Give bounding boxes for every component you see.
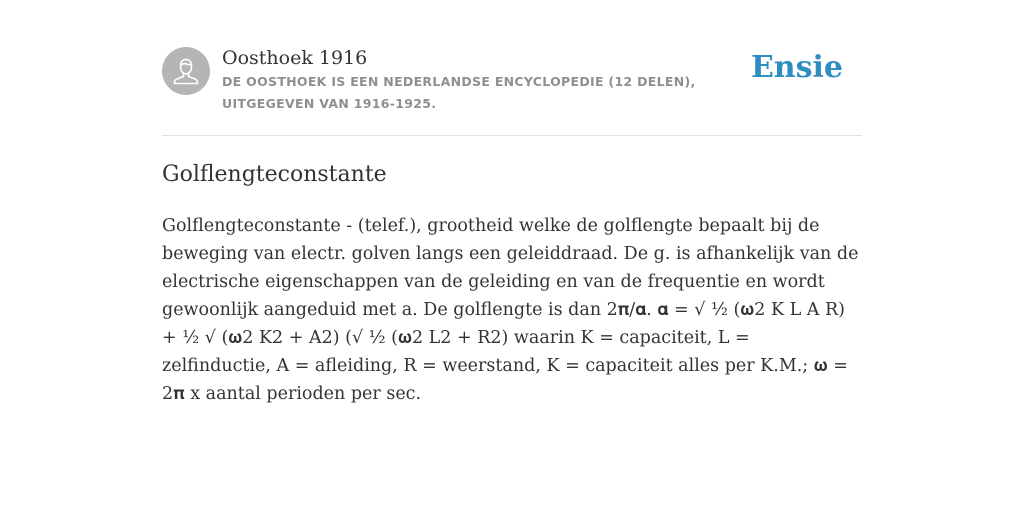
author-description: DE OOSTHOEK IS EEN NEDERLANDSE ENCYCLOPEDIE (12 DELEN), UITGEGEVEN VAN 1916-1925.	[222, 74, 696, 111]
user-icon	[162, 47, 210, 95]
article-body: Golflengteconstante - (telef.), grootheid welke de golflengte bepaalt bij de beweging van electr. golven langs een geleiddraad. De g. is afhankelijk van de electrische eigenschappen van de geleiding en van de frequentie en wordt gewoonlijk aangeduid met a. De golflengte is dan 2𝛑/𝛂. 𝛂 = √ ½ (𝛚2 K L A R) + ½ √ (𝛚2 K2 + A2) (√ ½ (𝛚2 L2 + R2) waarin K = capaciteit, L = zelfinductie, A = afleiding, R = weerstand, K = capaciteit alles per K.M.; 𝛚 = 2𝛑 x aantal perioden per sec.	[162, 216, 859, 404]
article-title: Golflengteconstante	[162, 162, 387, 187]
author-avatar[interactable]	[162, 47, 210, 95]
article-header	[162, 0, 862, 136]
ensie-logo-link[interactable]: Ensie	[750, 50, 843, 85]
author-info	[222, 45, 762, 115]
author-name[interactable]: Oosthoek 1916	[222, 47, 368, 69]
article-card	[162, 0, 862, 408]
